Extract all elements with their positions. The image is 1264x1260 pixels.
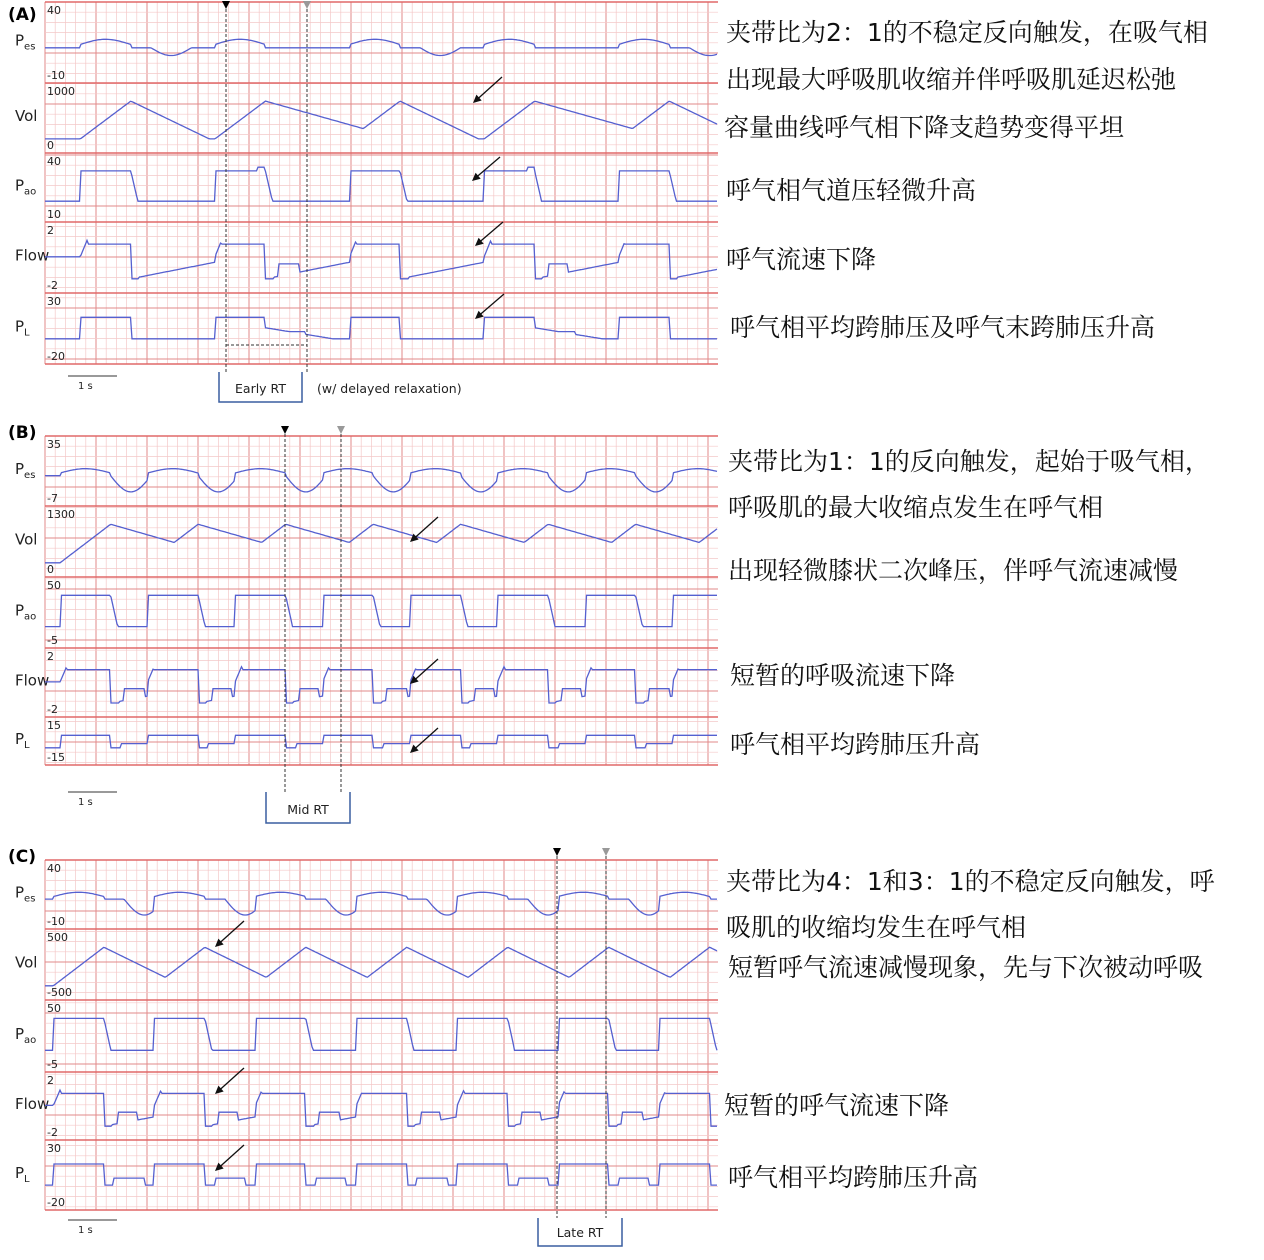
channel-top-value: 2 <box>47 1074 54 1087</box>
annotation-arrow <box>479 222 503 243</box>
channel-top-value: 1300 <box>47 508 75 521</box>
rt-label: Early RT <box>235 381 286 396</box>
channel-top-value: 30 <box>47 1142 61 1155</box>
channel-name-base: Vol <box>15 953 38 972</box>
annotation-arrow <box>476 157 500 178</box>
channel-name-sub: es <box>24 893 36 905</box>
channel-name-sub: L <box>24 1174 30 1185</box>
annotation-arrow <box>477 77 502 100</box>
channel-name-sub: L <box>24 327 30 339</box>
channel-bottom-value: -7 <box>47 492 58 505</box>
channel-name <box>15 1095 49 1113</box>
channel-top-value: 2 <box>47 650 54 663</box>
annotation-text: 容量曲线呼气相下降支趋势变得平坦 <box>724 113 1125 142</box>
channel-vol <box>15 931 717 999</box>
annotation-text: 呼吸肌的最大收缩点发生在呼气相 <box>728 493 1104 522</box>
marker-triangle-black <box>281 426 289 434</box>
channel-flow <box>15 650 717 716</box>
channel-name <box>15 247 49 265</box>
annotation-text: 呼气相平均跨肺压及呼气末跨肺压升高 <box>730 313 1156 342</box>
channel-bottom-value: 10 <box>47 208 61 221</box>
channel-top-value: 50 <box>47 579 61 592</box>
channel-bottom-value: -5 <box>47 1058 58 1071</box>
channel-bottom-value: -2 <box>47 279 58 292</box>
channel-name <box>15 884 35 905</box>
channel-top-value: 15 <box>47 719 61 732</box>
annotation-text: 呼气相平均跨肺压升高 <box>728 1163 979 1192</box>
annotation-text: 出现最大呼吸肌收缩并伴呼吸肌延迟松弛 <box>726 65 1177 94</box>
channel-vol <box>15 508 717 576</box>
channel-name <box>15 107 37 125</box>
marker-triangle-black <box>553 848 561 856</box>
annotation-text: 吸肌的收缩均发生在呼气相 <box>726 913 1027 942</box>
annotation-text: 呼气相气道压轻微升高 <box>726 176 977 205</box>
channel-bottom-value: -2 <box>47 703 58 716</box>
rt-note: (w/ delayed relaxation) <box>317 381 462 396</box>
channel-pes <box>15 438 717 505</box>
channel-name-sub: ao <box>24 186 37 198</box>
panel-b <box>8 423 1210 823</box>
channel-name-base: Vol <box>15 530 38 549</box>
channel-pes <box>15 862 717 928</box>
channel-name-base: P <box>15 176 25 195</box>
channel-name-base: P <box>15 460 25 478</box>
channel-bottom-value: 0 <box>47 563 54 576</box>
channel-top-value: 2 <box>47 224 54 237</box>
panel-label: (B) <box>8 423 37 443</box>
panel-a <box>8 1 1208 402</box>
marker-triangle-gray <box>337 426 345 434</box>
channel-flow <box>15 224 717 292</box>
grid <box>45 2 718 364</box>
panel-label: (A) <box>8 5 37 25</box>
panel-c <box>8 847 1215 1246</box>
channel-bottom-value: -20 <box>47 350 65 363</box>
channel-name-base: P <box>15 31 25 50</box>
annotation-text: 呼气流速下降 <box>726 245 877 274</box>
channel-name-base: P <box>15 730 25 748</box>
channel-name-sub: ao <box>24 1035 37 1046</box>
channel-name-base: P <box>15 883 25 902</box>
channel-name-base: P <box>15 1025 25 1043</box>
scale-bar-label: 1 s <box>78 797 93 808</box>
annotation-text: 夹带比为1：1的反向触发，起始于吸气相， <box>728 447 1210 476</box>
scale-bar-label: 1 s <box>78 381 93 392</box>
channel-name-base: Flow <box>15 671 50 690</box>
channel-name-sub: es <box>24 470 36 481</box>
channel-top-value: 30 <box>47 295 61 308</box>
channel-top-value: 40 <box>47 4 61 17</box>
annotation-arrow <box>414 728 438 750</box>
channel-name <box>15 1164 30 1185</box>
channel-top-value: 1000 <box>47 85 75 98</box>
channel-top-value: 40 <box>47 155 61 168</box>
channel-vol <box>15 85 717 152</box>
channel-top-value: 50 <box>47 1002 61 1015</box>
annotation-text: 出现轻微膝状二次峰压，伴呼气流速减慢 <box>728 556 1179 585</box>
channel-name <box>15 177 36 198</box>
channel-bottom-value: 0 <box>47 139 54 152</box>
annotation-arrow <box>219 921 244 944</box>
channel-name <box>15 730 30 751</box>
channel-name-sub: ao <box>24 611 37 623</box>
annotation-text: 呼气相平均跨肺压升高 <box>730 730 981 759</box>
channel-top-value: 500 <box>47 931 68 944</box>
panel-label: (C) <box>8 847 37 867</box>
channel-name <box>15 672 49 690</box>
channel-name <box>15 318 30 339</box>
channel-bottom-value: -20 <box>47 1196 65 1209</box>
channel-pl <box>15 1142 717 1209</box>
channel-name <box>15 531 37 549</box>
marker-triangle-gray <box>602 848 610 856</box>
channel-pao <box>15 1002 717 1071</box>
channel-name <box>15 460 35 481</box>
rt-label: Late RT <box>556 1225 604 1240</box>
channel-name-base: Flow <box>15 1095 50 1113</box>
annotation-text: 短暂的呼吸流速下降 <box>730 661 956 690</box>
scale-bar-label: 1 s <box>78 1225 93 1236</box>
annotation-text: 夹带比为2：1的不稳定反向触发，在吸气相 <box>726 18 1208 47</box>
channel-bottom-value: -2 <box>47 1126 58 1139</box>
channel-name <box>15 954 37 972</box>
channel-bottom-value: -500 <box>47 986 72 999</box>
channel-name <box>15 602 36 623</box>
annotation-arrow <box>219 1145 244 1168</box>
channel-name-base: Vol <box>15 107 38 125</box>
channel-bottom-value: -15 <box>47 751 65 764</box>
channel-name-base: P <box>15 601 25 620</box>
grid <box>45 860 718 1210</box>
rt-label: Mid RT <box>287 802 329 817</box>
annotation-text: 夹带比为4：1和3：1的不稳定反向触发，呼 <box>726 867 1215 896</box>
channel-name <box>15 32 35 53</box>
channel-name-sub: es <box>24 41 36 53</box>
annotation-arrow <box>479 294 504 316</box>
channel-bottom-value: -5 <box>47 634 58 647</box>
channel-flow <box>15 1074 717 1139</box>
channel-name-base: P <box>15 317 25 336</box>
channel-pl <box>15 295 717 363</box>
channel-name-base: Flow <box>15 246 50 265</box>
channel-bottom-value: -10 <box>47 69 65 82</box>
channel-name-sub: L <box>24 740 30 751</box>
annotation-text: 短暂呼气流速减慢现象，先与下次被动呼吸 <box>728 953 1204 982</box>
channel-name-base: P <box>15 1164 25 1182</box>
marker-triangle-gray <box>303 1 311 9</box>
channel-top-value: 35 <box>47 438 61 451</box>
channel-bottom-value: -10 <box>47 915 65 928</box>
channel-name <box>15 1025 36 1046</box>
annotation-text: 短暂的呼气流速下降 <box>724 1091 950 1120</box>
channel-top-value: 40 <box>47 862 61 875</box>
